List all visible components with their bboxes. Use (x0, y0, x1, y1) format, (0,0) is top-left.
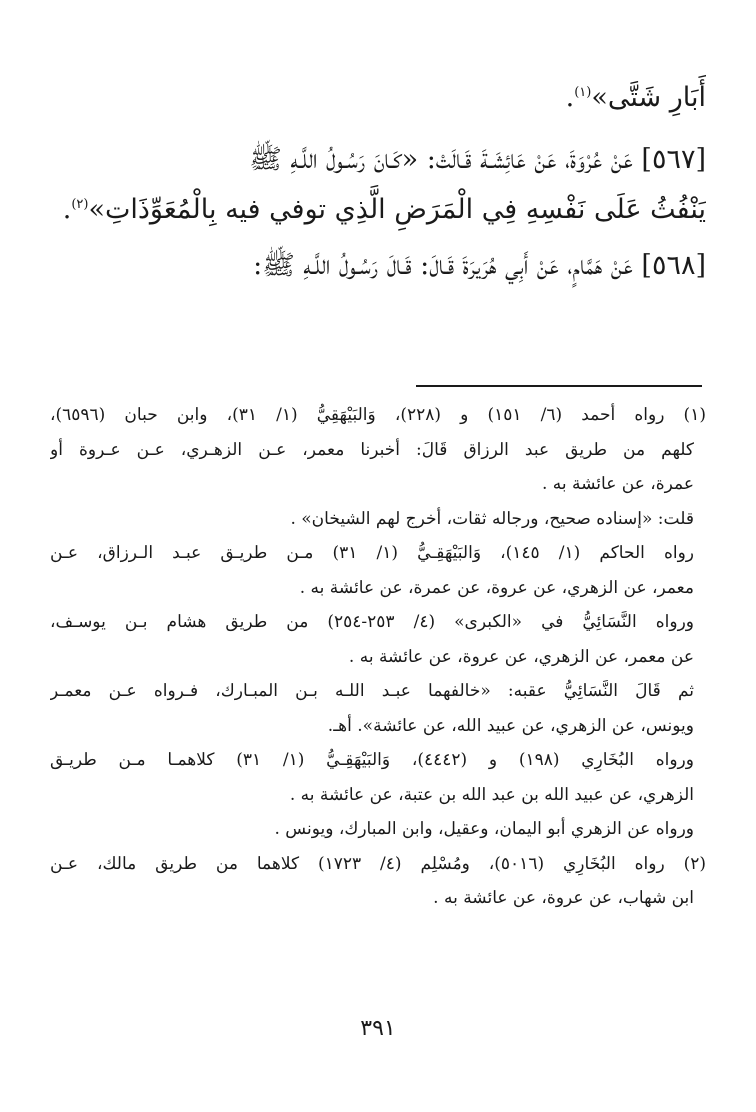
footnote-line: (٢) رواه البُخَارِي (٥٠١٦)، ومُسْلِم (٤/ ١٧٢٣) كلاهما من طريق مالك، عـن (50, 853, 706, 874)
footnotes-section (50, 398, 706, 916)
footnote-ref-2: (٢) (71, 197, 89, 212)
footnote-line: عن معمر، عن الزهري، عن عروة، عن عائشة به . (348, 646, 694, 667)
hadith-567-line-2-text: يَنْفُثُ عَلَى نَفْسِهِ فِي الْمَرَضِ الَّذِي توفي فيه بِالْمُعَوِّذَاتِ» (88, 194, 706, 225)
footnote-ref-1: (١) (574, 85, 592, 100)
footnote-line: ثم قَالَ النَّسَائِيُّ عقبه: «خالفهما عبـد اللـه بـن المبـارك، فـرواه عـن معمـر (50, 681, 694, 701)
hadith-567-line-2 (50, 182, 706, 238)
footnote-line: ويونس، عن الزهري، عن عبيد الله، عن عائشة». أهـ. (327, 715, 694, 736)
footnote-line: ورواه عن الزهري أبو اليمان، وعقيل، وابن المبارك، ويونس . (274, 819, 694, 839)
main-text-line-1-end: . (565, 82, 575, 113)
hadith-568-line-1: [٥٦٨] عَنْ هَمَّامٍ، عَنْ أَبِي هُرَيرَةَ قَـالَ: قَـالَ رَسُـولُ اللَّـهِ ﷺ: (253, 250, 706, 281)
footnote-line: عمرة، عن عائشة به . (541, 474, 694, 494)
footnote-line: ورواه البُخَارِي (١٩٨) و (٤٤٤٢)، وَالبَيْهَقِـيُّ (١/ ٣١) كلاهمـا مـن طريـق (50, 750, 694, 770)
footnote-line: معمر، عن الزهري، عن عروة، عن عمرة، عن عائشة به . (299, 577, 694, 598)
footnote-line: ورواه النَّسَائِيُّ في «الكبرى» (٤/ ٢٥٣-٢٥٤) من طريق هشام بـن يوسـف، (50, 612, 694, 632)
main-text-line-1-text: أَبَارِ شَتَّى» (591, 82, 706, 113)
footnote-line: ابن شهاب، عن عروة، عن عائشة به . (433, 888, 694, 908)
footnote-line: رواه الحاكم (١/ ١٤٥)، وَالبَيْهَقِـيُّ (١/ ٣١) مـن طريـق عبـد الـرزاق، عـن (50, 543, 695, 563)
footnote-line: قلت: «إسناده صحيح، ورجاله ثقات، أخرج لهم الشيخان» . (290, 508, 694, 529)
hadith-567-line-1: [٥٦٧] عَنْ عُرْوَةَ، عَنْ عَائِشَـةَ قَـالَتْ: «كَـانَ رَسُـولُ اللَّـهِ ﷺ (249, 144, 706, 175)
main-text-line-1 (50, 70, 706, 126)
hadith-567-line-2-end: . (62, 194, 72, 225)
footnote-divider (416, 385, 702, 387)
footnote-line: كلهم من طريق عبد الرزاق قَالَ: أخبرنا معمر، عـن الزهـري، عـن عـروة أو (50, 439, 694, 460)
footnote-line: الزهري، عن عبيد الله بن عبد الله بن عتبة، عن عائشة به . (289, 784, 694, 805)
page-number: ٣٩١ (360, 1016, 396, 1041)
footnote-line: (١) رواه أحمد (٦/ ١٥١) و (٢٢٨)، وَالبَيْهَقِيُّ (١/ ٣١)، وابن حبان (٦٥٩٦)، (50, 405, 706, 425)
